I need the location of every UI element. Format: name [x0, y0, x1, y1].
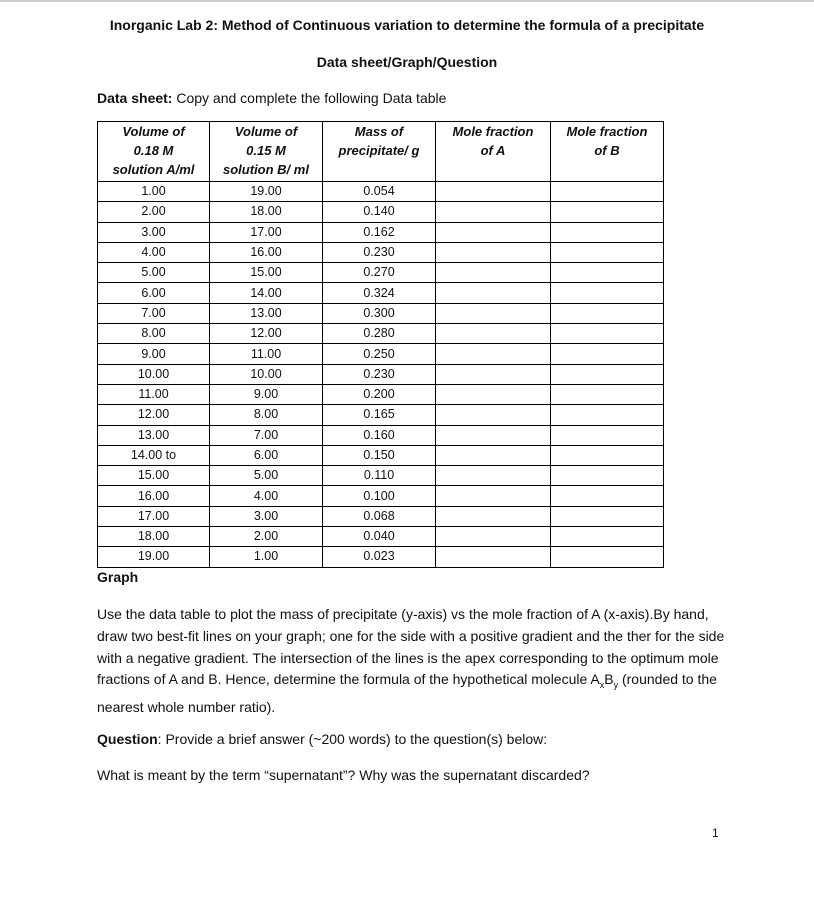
- cell-volume-a: 4.00: [98, 242, 210, 262]
- cell-mole-fraction-b: [551, 242, 664, 262]
- cell-mole-fraction-b: [551, 384, 664, 404]
- cell-volume-a: 6.00: [98, 283, 210, 303]
- question-1: What is meant by the term “supernatant”? Why was the supernatant discarded?: [97, 767, 590, 783]
- graph-heading: Graph: [97, 569, 139, 585]
- header-volume-a: Volume of 0.18 M solution A/ml: [98, 122, 210, 182]
- cell-mole-fraction-a: [436, 527, 551, 547]
- document-subtitle: Data sheet/Graph/Question: [316, 54, 498, 70]
- cell-volume-a: 5.00: [98, 263, 210, 283]
- table-row: [98, 547, 664, 567]
- data-table: [97, 121, 664, 568]
- cell-mass: 0.023: [323, 547, 436, 567]
- cell-mole-fraction-b: [551, 303, 664, 323]
- cell-mole-fraction-a: [436, 425, 551, 445]
- cell-mole-fraction-b: [551, 527, 664, 547]
- cell-volume-b: 2.00: [210, 527, 323, 547]
- cell-mass: 0.280: [323, 324, 436, 344]
- cell-mass: 0.200: [323, 384, 436, 404]
- cell-mole-fraction-b: [551, 405, 664, 425]
- cell-volume-b: 3.00: [210, 506, 323, 526]
- cell-volume-b: 18.00: [210, 202, 323, 222]
- cell-mole-fraction-b: [551, 324, 664, 344]
- cell-mass: 0.324: [323, 283, 436, 303]
- cell-mole-fraction-a: [436, 344, 551, 364]
- cell-mole-fraction-b: [551, 547, 664, 567]
- cell-mass: 0.250: [323, 344, 436, 364]
- table-row: [98, 202, 664, 222]
- table-row: [98, 344, 664, 364]
- table-row: [98, 242, 664, 262]
- cell-volume-b: 17.00: [210, 222, 323, 242]
- cell-volume-a: 7.00: [98, 303, 210, 323]
- table-row: [98, 263, 664, 283]
- cell-mass: 0.230: [323, 242, 436, 262]
- question-label: Question: [97, 731, 158, 747]
- cell-mass: 0.162: [323, 222, 436, 242]
- table-row: [98, 182, 664, 202]
- cell-volume-a: 12.00: [98, 405, 210, 425]
- datasheet-label: Data sheet:: [97, 90, 173, 106]
- cell-volume-b: 10.00: [210, 364, 323, 384]
- cell-mass: 0.110: [323, 466, 436, 486]
- cell-volume-a: 13.00: [98, 425, 210, 445]
- table-row: [98, 425, 664, 445]
- cell-volume-b: 19.00: [210, 182, 323, 202]
- cell-volume-b: 1.00: [210, 547, 323, 567]
- header-mole-fraction-b: Mole fraction of B: [551, 122, 664, 182]
- table-row: [98, 527, 664, 547]
- question-instruction: [97, 731, 547, 747]
- table-row: [98, 324, 664, 344]
- datasheet-instruction: [97, 90, 446, 106]
- cell-volume-b: 15.00: [210, 263, 323, 283]
- header-volume-b: Volume of 0.15 M solution B/ ml: [210, 122, 323, 182]
- cell-mole-fraction-b: [551, 506, 664, 526]
- cell-mole-fraction-a: [436, 303, 551, 323]
- table-row: [98, 405, 664, 425]
- cell-volume-a: 15.00: [98, 466, 210, 486]
- table-row: [98, 466, 664, 486]
- cell-volume-b: 13.00: [210, 303, 323, 323]
- cell-mole-fraction-b: [551, 202, 664, 222]
- cell-volume-a: 10.00: [98, 364, 210, 384]
- cell-mole-fraction-b: [551, 263, 664, 283]
- datasheet-text: Copy and complete the following Data table: [172, 90, 447, 106]
- cell-volume-b: 6.00: [210, 445, 323, 465]
- cell-mole-fraction-a: [436, 283, 551, 303]
- cell-mole-fraction-a: [436, 182, 551, 202]
- cell-mass: 0.100: [323, 486, 436, 506]
- cell-mass: 0.165: [323, 405, 436, 425]
- table-header-row: [98, 122, 664, 182]
- cell-mole-fraction-b: [551, 283, 664, 303]
- cell-volume-a: 2.00: [98, 202, 210, 222]
- cell-volume-b: 5.00: [210, 466, 323, 486]
- top-rule: [0, 0, 814, 2]
- table-row: [98, 384, 664, 404]
- cell-volume-a: 9.00: [98, 344, 210, 364]
- header-mole-fraction-a: Mole fraction of A: [436, 122, 551, 182]
- cell-volume-b: 11.00: [210, 344, 323, 364]
- cell-mole-fraction-a: [436, 466, 551, 486]
- cell-mass: 0.230: [323, 364, 436, 384]
- cell-volume-a: 16.00: [98, 486, 210, 506]
- cell-mole-fraction-b: [551, 445, 664, 465]
- cell-volume-a: 8.00: [98, 324, 210, 344]
- cell-mole-fraction-b: [551, 425, 664, 445]
- cell-mass: 0.160: [323, 425, 436, 445]
- cell-mass: 0.040: [323, 527, 436, 547]
- cell-mole-fraction-b: [551, 222, 664, 242]
- cell-mole-fraction-a: [436, 405, 551, 425]
- table-row: [98, 283, 664, 303]
- cell-mass: 0.140: [323, 202, 436, 222]
- cell-volume-b: 14.00: [210, 283, 323, 303]
- cell-volume-a: 11.00: [98, 384, 210, 404]
- cell-volume-a: 3.00: [98, 222, 210, 242]
- cell-volume-a: 14.00 to: [98, 445, 210, 465]
- cell-volume-b: 12.00: [210, 324, 323, 344]
- table-row: [98, 506, 664, 526]
- cell-mole-fraction-a: [436, 364, 551, 384]
- cell-volume-a: 18.00: [98, 527, 210, 547]
- cell-mole-fraction-a: [436, 486, 551, 506]
- cell-mole-fraction-a: [436, 384, 551, 404]
- cell-mass: 0.270: [323, 263, 436, 283]
- cell-volume-a: 19.00: [98, 547, 210, 567]
- cell-volume-b: 4.00: [210, 486, 323, 506]
- graph-instructions: Use the data table to plot the mass of precipitate (y-axis) vs the mole fraction of A (x-axis).By hand, draw two best-fit lines on your graph; one for the side with a positive gradient and the ther for the side with a negative gradient. The intersection of the lines is the apex corresponding to the optimum mole fractions of A and B. Hence, determine the formula of the hypothetical molecule $A_xB_y$ (rounded to the nearest whole number ratio).: [97, 606, 725, 715]
- table-row: [98, 222, 664, 242]
- table-row: [98, 303, 664, 323]
- cell-volume-b: 7.00: [210, 425, 323, 445]
- cell-volume-b: 9.00: [210, 384, 323, 404]
- cell-mass: 0.150: [323, 445, 436, 465]
- cell-volume-b: 16.00: [210, 242, 323, 262]
- cell-mass: 0.300: [323, 303, 436, 323]
- question-text: : Provide a brief answer (~200 words) to the question(s) below:: [157, 731, 548, 747]
- cell-mass: 0.054: [323, 182, 436, 202]
- page-number: 1: [712, 826, 719, 840]
- cell-volume-b: 8.00: [210, 405, 323, 425]
- table-row: [98, 486, 664, 506]
- cell-mole-fraction-a: [436, 445, 551, 465]
- cell-mole-fraction-a: [436, 242, 551, 262]
- document-title: Inorganic Lab 2: Method of Continuous variation to determine the formula of a precipitate: [109, 17, 705, 33]
- cell-mole-fraction-a: [436, 547, 551, 567]
- cell-mole-fraction-b: [551, 364, 664, 384]
- cell-mole-fraction-a: [436, 506, 551, 526]
- table-row: [98, 364, 664, 384]
- cell-mole-fraction-a: [436, 222, 551, 242]
- cell-mole-fraction-b: [551, 466, 664, 486]
- cell-mole-fraction-b: [551, 486, 664, 506]
- cell-mole-fraction-a: [436, 324, 551, 344]
- cell-mole-fraction-a: [436, 202, 551, 222]
- cell-volume-a: 1.00: [98, 182, 210, 202]
- cell-mole-fraction-b: [551, 344, 664, 364]
- table-row: [98, 445, 664, 465]
- cell-volume-a: 17.00: [98, 506, 210, 526]
- cell-mole-fraction-a: [436, 263, 551, 283]
- cell-mole-fraction-b: [551, 182, 664, 202]
- cell-mass: 0.068: [323, 506, 436, 526]
- header-mass: Mass of precipitate/ g: [323, 122, 436, 182]
